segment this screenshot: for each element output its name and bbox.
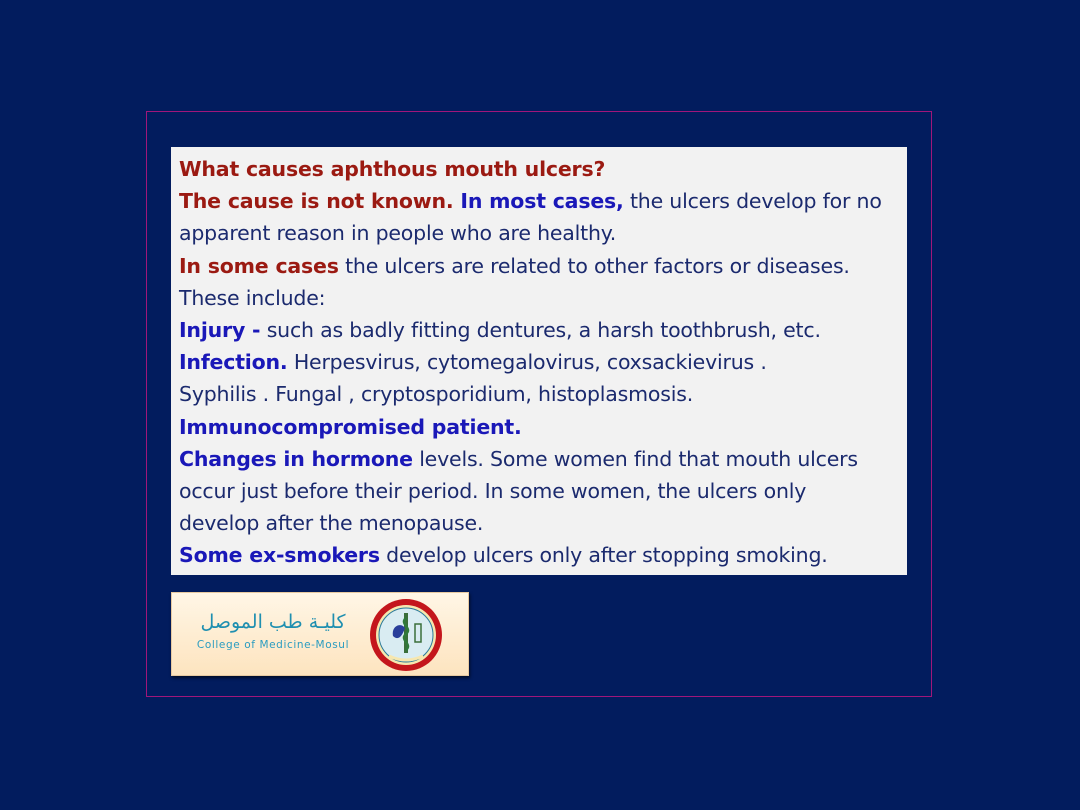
- text-segment: the ulcers develop for no: [623, 189, 882, 214]
- text-segment: In most cases,: [460, 189, 624, 214]
- text-segment: Herpesvirus, cytomegalovirus, coxsackievirus .: [287, 350, 767, 375]
- text-segment: develop after the menopause.: [179, 511, 484, 536]
- logo-english-text: College of Medicine-Mosul: [196, 639, 350, 651]
- slide-text-line: [179, 250, 899, 282]
- text-segment: Immunocompromised patient.: [179, 414, 522, 439]
- slide-text-line: [179, 475, 899, 507]
- slide-text-line: [179, 507, 899, 539]
- text-segment: such as badly fitting dentures, a harsh toothbrush, etc.: [260, 317, 821, 342]
- text-segment: levels. Some women find that mouth ulcers: [412, 446, 858, 471]
- text-segment: Changes in hormone: [179, 446, 413, 471]
- text-segment: These include:: [179, 285, 326, 310]
- college-logo: [171, 592, 469, 676]
- slide-text-line: [179, 443, 899, 475]
- slide-text-line: [179, 185, 899, 217]
- text-segment: What causes aphthous mouth ulcers?: [179, 157, 606, 181]
- text-segment: The cause is not known.: [179, 189, 461, 214]
- text-segment: In some cases: [179, 253, 339, 278]
- slide-text-line: [179, 539, 899, 571]
- text-segment: develop ulcers only after stopping smoking.: [379, 543, 828, 568]
- text-segment: the ulcers are related to other factors or diseases.: [338, 253, 850, 278]
- logo-arabic-text: كليـة طب الموصل: [200, 611, 346, 633]
- text-segment: Some ex-smokers: [179, 543, 380, 568]
- text-segment: Infection.: [179, 350, 288, 375]
- slide-text-line: [179, 314, 899, 346]
- slide-text-line: [179, 153, 899, 185]
- slide-text-line: [179, 282, 899, 314]
- slide-text-box: [171, 147, 907, 575]
- college-seal-icon: [369, 598, 443, 672]
- slide-text-line: [179, 346, 899, 378]
- text-segment: Injury -: [179, 317, 261, 342]
- slide-text-line: [179, 217, 899, 249]
- text-segment: occur just before their period. In some women, the ulcers only: [179, 478, 807, 503]
- text-segment: apparent reason in people who are healthy.: [179, 221, 617, 246]
- slide-text-line: [179, 378, 899, 410]
- text-segment: Syphilis . Fungal , cryptosporidium, histoplasmosis.: [179, 382, 694, 407]
- slide-text-line: [179, 411, 899, 443]
